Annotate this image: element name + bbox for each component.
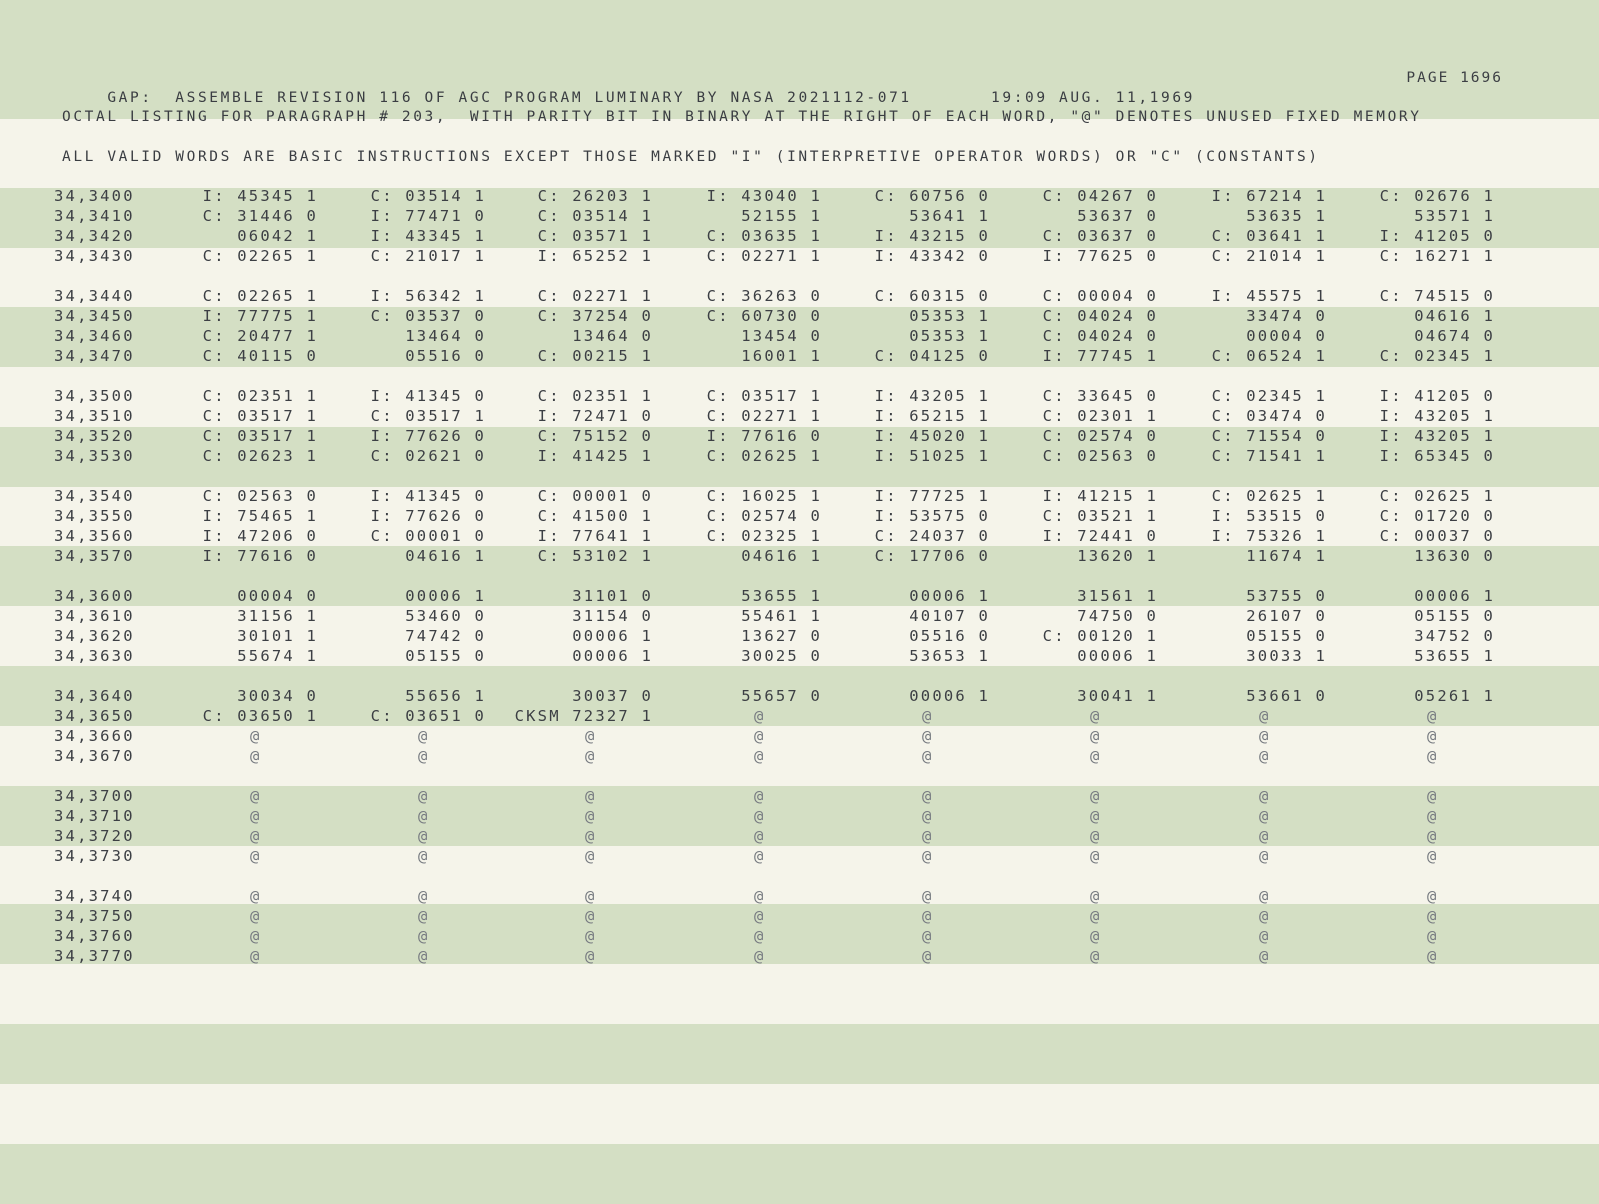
octal-word: I: 43345 1 <box>370 227 486 245</box>
octal-word: C: 02271 1 <box>706 247 822 265</box>
unused-memory-marker: @ <box>418 747 430 765</box>
octal-word: I: 77626 0 <box>370 427 486 445</box>
octal-word: C: 60315 0 <box>874 287 990 305</box>
unused-memory-marker: @ <box>922 727 934 745</box>
octal-word: 31561 1 <box>1077 587 1158 605</box>
octal-word: 52155 1 <box>741 207 822 225</box>
unused-memory-marker: @ <box>1090 827 1102 845</box>
unused-memory-marker: @ <box>1090 927 1102 945</box>
octal-word: C: 04267 0 <box>1042 187 1158 205</box>
octal-word: C: 02325 1 <box>706 527 822 545</box>
unused-memory-marker: @ <box>1259 887 1271 905</box>
octal-address: 34,3400 <box>54 187 135 205</box>
unused-memory-marker: @ <box>1259 947 1271 965</box>
octal-address: 34,3610 <box>54 607 135 625</box>
unused-memory-marker: @ <box>585 807 597 825</box>
octal-word: 53460 0 <box>405 607 486 625</box>
octal-word: 05353 1 <box>909 307 990 325</box>
octal-word: C: 03474 0 <box>1211 407 1327 425</box>
unused-memory-marker: @ <box>754 707 766 725</box>
octal-word: I: 43215 0 <box>874 227 990 245</box>
octal-word: C: 06524 1 <box>1211 347 1327 365</box>
listing-header-line-1 <box>62 68 1195 106</box>
unused-memory-marker: @ <box>585 727 597 745</box>
octal-word: C: 03641 1 <box>1211 227 1327 245</box>
octal-word: 00006 1 <box>1414 587 1495 605</box>
octal-word: I: 77641 1 <box>537 527 653 545</box>
octal-address: 34,3410 <box>54 207 135 225</box>
octal-word: I: 53515 0 <box>1211 507 1327 525</box>
unused-memory-marker: @ <box>418 847 430 865</box>
octal-word: 05261 1 <box>1414 687 1495 705</box>
unused-memory-marker: @ <box>250 747 262 765</box>
octal-word: C: 03514 1 <box>537 207 653 225</box>
octal-word: 34752 0 <box>1414 627 1495 645</box>
octal-word: 05353 1 <box>909 327 990 345</box>
unused-memory-marker: @ <box>418 927 430 945</box>
unused-memory-marker: @ <box>1427 787 1439 805</box>
unused-memory-marker: @ <box>585 887 597 905</box>
octal-word: C: 31446 0 <box>202 207 318 225</box>
octal-word: I: 67214 1 <box>1211 187 1327 205</box>
octal-word: C: 03637 0 <box>1042 227 1158 245</box>
octal-word: 31154 0 <box>572 607 653 625</box>
octal-word: C: 00037 0 <box>1379 527 1495 545</box>
octal-word: C: 02625 1 <box>1379 487 1495 505</box>
octal-word: 40107 0 <box>909 607 990 625</box>
octal-word: C: 03514 1 <box>370 187 486 205</box>
unused-memory-marker: @ <box>585 927 597 945</box>
octal-word: C: 04024 0 <box>1042 327 1158 345</box>
octal-word: C: 02271 1 <box>706 407 822 425</box>
assembly-title: GAP: ASSEMBLE REVISION 116 OF AGC PROGRAM LUMINARY BY NASA 2021112-071 19:09 AUG. 11,1969 <box>107 90 1195 106</box>
octal-word: 00006 1 <box>572 627 653 645</box>
octal-word: C: 24037 0 <box>874 527 990 545</box>
octal-word: I: 77775 1 <box>202 307 318 325</box>
octal-word: 55461 1 <box>741 607 822 625</box>
unused-memory-marker: @ <box>922 807 934 825</box>
unused-memory-marker: @ <box>1259 707 1271 725</box>
unused-memory-marker: @ <box>1427 947 1439 965</box>
octal-word: C: 03517 1 <box>370 407 486 425</box>
octal-word: C: 02301 1 <box>1042 407 1158 425</box>
octal-address: 34,3670 <box>54 747 135 765</box>
octal-word: 53637 0 <box>1077 207 1158 225</box>
unused-memory-marker: @ <box>418 807 430 825</box>
octal-word: 53755 0 <box>1246 587 1327 605</box>
unused-memory-marker: @ <box>418 947 430 965</box>
octal-word: I: 45345 1 <box>202 187 318 205</box>
octal-address: 34,3460 <box>54 327 135 345</box>
octal-word: I: 45575 1 <box>1211 287 1327 305</box>
octal-word: 53661 0 <box>1246 687 1327 705</box>
octal-word: C: 16025 1 <box>706 487 822 505</box>
unused-memory-marker: @ <box>754 727 766 745</box>
octal-address: 34,3730 <box>54 847 135 865</box>
octal-word: 00006 1 <box>909 587 990 605</box>
octal-word: C: 02623 1 <box>202 447 318 465</box>
unused-memory-marker: @ <box>922 827 934 845</box>
octal-word: I: 41205 0 <box>1379 227 1495 245</box>
unused-memory-marker: @ <box>922 927 934 945</box>
octal-word: 53655 1 <box>1414 647 1495 665</box>
octal-word: C: 03651 0 <box>370 707 486 725</box>
octal-word: C: 02574 0 <box>706 507 822 525</box>
octal-word: C: 03571 1 <box>537 227 653 245</box>
octal-word: C: 04024 0 <box>1042 307 1158 325</box>
octal-address: 34,3640 <box>54 687 135 705</box>
octal-word: C: 71541 1 <box>1211 447 1327 465</box>
unused-memory-marker: @ <box>754 927 766 945</box>
unused-memory-marker: @ <box>754 847 766 865</box>
octal-word: 30041 1 <box>1077 687 1158 705</box>
octal-word: C: 02574 0 <box>1042 427 1158 445</box>
octal-word: I: 75326 1 <box>1211 527 1327 545</box>
unused-memory-marker: @ <box>1090 807 1102 825</box>
unused-memory-marker: @ <box>1090 727 1102 745</box>
octal-word: 05155 0 <box>405 647 486 665</box>
octal-word: 04674 0 <box>1414 327 1495 345</box>
unused-memory-marker: @ <box>585 847 597 865</box>
unused-memory-marker: @ <box>754 807 766 825</box>
octal-word: 04616 1 <box>741 547 822 565</box>
octal-word: C: 03650 1 <box>202 707 318 725</box>
unused-memory-marker: @ <box>250 907 262 925</box>
unused-memory-marker: @ <box>250 887 262 905</box>
octal-word: C: 02563 0 <box>1042 447 1158 465</box>
unused-memory-marker: @ <box>754 887 766 905</box>
unused-memory-marker: @ <box>922 947 934 965</box>
unused-memory-marker: @ <box>1259 847 1271 865</box>
octal-word: C: 60730 0 <box>706 307 822 325</box>
octal-word: 30033 1 <box>1246 647 1327 665</box>
unused-memory-marker: @ <box>418 887 430 905</box>
unused-memory-marker: @ <box>1090 707 1102 725</box>
unused-memory-marker: @ <box>1259 907 1271 925</box>
octal-word: 13454 0 <box>741 327 822 345</box>
octal-address: 34,3520 <box>54 427 135 445</box>
octal-word: C: 16271 1 <box>1379 247 1495 265</box>
octal-word: C: 21017 1 <box>370 247 486 265</box>
octal-word: C: 60756 0 <box>874 187 990 205</box>
octal-word: 30037 0 <box>572 687 653 705</box>
octal-word: C: 02676 1 <box>1379 187 1495 205</box>
unused-memory-marker: @ <box>922 707 934 725</box>
unused-memory-marker: @ <box>585 907 597 925</box>
octal-word: I: 41425 1 <box>537 447 653 465</box>
unused-memory-marker: @ <box>1427 927 1439 945</box>
octal-word: 04616 1 <box>1414 307 1495 325</box>
octal-word: I: 43205 1 <box>1379 427 1495 445</box>
octal-word: C: 37254 0 <box>537 307 653 325</box>
octal-word: I: 65252 1 <box>537 247 653 265</box>
octal-word: 74750 0 <box>1077 607 1158 625</box>
octal-word: I: 53575 0 <box>874 507 990 525</box>
unused-memory-marker: @ <box>1259 927 1271 945</box>
octal-word: 05155 0 <box>1246 627 1327 645</box>
octal-word: I: 47206 0 <box>202 527 318 545</box>
octal-word: 05155 0 <box>1414 607 1495 625</box>
octal-word: I: 41215 1 <box>1042 487 1158 505</box>
octal-address: 34,3530 <box>54 447 135 465</box>
unused-memory-marker: @ <box>1090 847 1102 865</box>
octal-word: I: 51025 1 <box>874 447 990 465</box>
octal-word: I: 77471 0 <box>370 207 486 225</box>
octal-word: I: 75465 1 <box>202 507 318 525</box>
octal-word: 53571 1 <box>1414 207 1495 225</box>
unused-memory-marker: @ <box>754 747 766 765</box>
listing-header-line-3: ALL VALID WORDS ARE BASIC INSTRUCTIONS EXCEPT THOSE MARKED "I" (INTERPRETIVE OPERATOR WORDS) OR "C" (CONSTANTS) <box>62 149 1320 165</box>
listing-header-line-2: OCTAL LISTING FOR PARAGRAPH # 203, WITH PARITY BIT IN BINARY AT THE RIGHT OF EACH WORD, "@" DENOTES UNUSED FIXED MEMORY <box>62 109 1422 125</box>
octal-word: I: 77625 0 <box>1042 247 1158 265</box>
octal-word: 13627 0 <box>741 627 822 645</box>
unused-memory-marker: @ <box>1259 747 1271 765</box>
unused-memory-marker: @ <box>754 827 766 845</box>
octal-word: I: 77745 1 <box>1042 347 1158 365</box>
unused-memory-marker: @ <box>1090 747 1102 765</box>
unused-memory-marker: @ <box>418 727 430 745</box>
octal-word: 13620 1 <box>1077 547 1158 565</box>
octal-address: 34,3510 <box>54 407 135 425</box>
octal-address: 34,3750 <box>54 907 135 925</box>
unused-memory-marker: @ <box>1090 947 1102 965</box>
octal-address: 34,3570 <box>54 547 135 565</box>
octal-word: C: 26203 1 <box>537 187 653 205</box>
unused-memory-marker: @ <box>250 927 262 945</box>
octal-word: 16001 1 <box>741 347 822 365</box>
octal-word: I: 72441 0 <box>1042 527 1158 545</box>
octal-word: C: 71554 0 <box>1211 427 1327 445</box>
octal-address: 34,3540 <box>54 487 135 505</box>
octal-word: 55657 0 <box>741 687 822 705</box>
octal-word: C: 40115 0 <box>202 347 318 365</box>
octal-address: 34,3700 <box>54 787 135 805</box>
octal-word: C: 00001 0 <box>370 527 486 545</box>
unused-memory-marker: @ <box>585 787 597 805</box>
octal-word: I: 77616 0 <box>706 427 822 445</box>
unused-memory-marker: @ <box>754 947 766 965</box>
unused-memory-marker: @ <box>1090 787 1102 805</box>
octal-address: 34,3710 <box>54 807 135 825</box>
octal-word: C: 20477 1 <box>202 327 318 345</box>
unused-memory-marker: @ <box>754 907 766 925</box>
octal-word: 00004 0 <box>237 587 318 605</box>
octal-address: 34,3430 <box>54 247 135 265</box>
octal-word: C: 74515 0 <box>1379 287 1495 305</box>
octal-word: C: 53102 1 <box>537 547 653 565</box>
octal-word: C: 03521 1 <box>1042 507 1158 525</box>
octal-address: 34,3760 <box>54 927 135 945</box>
octal-word: I: 43205 1 <box>874 387 990 405</box>
octal-word: 30034 0 <box>237 687 318 705</box>
octal-word: C: 41500 1 <box>537 507 653 525</box>
octal-word: 53653 1 <box>909 647 990 665</box>
octal-address: 34,3630 <box>54 647 135 665</box>
octal-word: 13464 0 <box>405 327 486 345</box>
octal-word: C: 03635 1 <box>706 227 822 245</box>
octal-word: C: 03517 1 <box>706 387 822 405</box>
octal-word: I: 77626 0 <box>370 507 486 525</box>
unused-memory-marker: @ <box>1259 807 1271 825</box>
octal-word: C: 02621 0 <box>370 447 486 465</box>
unused-memory-marker: @ <box>250 727 262 745</box>
octal-word: CKSM 72327 1 <box>514 707 653 725</box>
octal-address: 34,3600 <box>54 587 135 605</box>
octal-word: C: 02563 0 <box>202 487 318 505</box>
octal-word: I: 65345 0 <box>1379 447 1495 465</box>
unused-memory-marker: @ <box>1427 807 1439 825</box>
octal-address: 34,3660 <box>54 727 135 745</box>
octal-address: 34,3440 <box>54 287 135 305</box>
octal-word: 33474 0 <box>1246 307 1327 325</box>
octal-word: C: 00215 1 <box>537 347 653 365</box>
unused-memory-marker: @ <box>418 907 430 925</box>
octal-word: I: 43342 0 <box>874 247 990 265</box>
octal-word: C: 02351 1 <box>537 387 653 405</box>
octal-word: C: 04125 0 <box>874 347 990 365</box>
octal-word: C: 17706 0 <box>874 547 990 565</box>
octal-word: C: 03517 1 <box>202 407 318 425</box>
unused-memory-marker: @ <box>1427 827 1439 845</box>
octal-word: C: 02351 1 <box>202 387 318 405</box>
page-number: PAGE 1696 <box>1406 70 1503 86</box>
octal-word: C: 75152 0 <box>537 427 653 445</box>
unused-memory-marker: @ <box>585 827 597 845</box>
octal-word: 00006 1 <box>909 687 990 705</box>
unused-memory-marker: @ <box>1427 747 1439 765</box>
octal-word: C: 33645 0 <box>1042 387 1158 405</box>
octal-address: 34,3450 <box>54 307 135 325</box>
octal-word: C: 36263 0 <box>706 287 822 305</box>
octal-word: 13464 0 <box>572 327 653 345</box>
unused-memory-marker: @ <box>250 807 262 825</box>
octal-word: C: 02625 1 <box>706 447 822 465</box>
unused-memory-marker: @ <box>250 847 262 865</box>
unused-memory-marker: @ <box>250 827 262 845</box>
octal-word: 00006 1 <box>405 587 486 605</box>
unused-memory-marker: @ <box>250 787 262 805</box>
octal-address: 34,3550 <box>54 507 135 525</box>
unused-memory-marker: @ <box>922 847 934 865</box>
octal-address: 34,3720 <box>54 827 135 845</box>
octal-word: C: 02271 1 <box>537 287 653 305</box>
unused-memory-marker: @ <box>922 787 934 805</box>
octal-word: 53641 1 <box>909 207 990 225</box>
octal-word: I: 77616 0 <box>202 547 318 565</box>
octal-word: C: 02265 1 <box>202 287 318 305</box>
octal-word: 13630 0 <box>1414 547 1495 565</box>
octal-word: I: 41205 0 <box>1379 387 1495 405</box>
unused-memory-marker: @ <box>1427 887 1439 905</box>
octal-word: C: 03537 0 <box>370 307 486 325</box>
unused-memory-marker: @ <box>1259 827 1271 845</box>
octal-address: 34,3620 <box>54 627 135 645</box>
unused-memory-marker: @ <box>418 787 430 805</box>
octal-address: 34,3470 <box>54 347 135 365</box>
unused-memory-marker: @ <box>1259 727 1271 745</box>
unused-memory-marker: @ <box>250 947 262 965</box>
octal-word: I: 43205 1 <box>1379 407 1495 425</box>
octal-word: 53655 1 <box>741 587 822 605</box>
unused-memory-marker: @ <box>585 747 597 765</box>
octal-word: 00006 1 <box>572 647 653 665</box>
octal-word: 30101 1 <box>237 627 318 645</box>
octal-word: I: 77725 1 <box>874 487 990 505</box>
octal-word: 11674 1 <box>1246 547 1327 565</box>
octal-word: 30025 0 <box>741 647 822 665</box>
octal-word: I: 41345 0 <box>370 487 486 505</box>
unused-memory-marker: @ <box>418 827 430 845</box>
octal-word: 00006 1 <box>1077 647 1158 665</box>
octal-word: 06042 1 <box>237 227 318 245</box>
octal-word: I: 41345 0 <box>370 387 486 405</box>
unused-memory-marker: @ <box>1259 787 1271 805</box>
octal-word: 55674 1 <box>237 647 318 665</box>
octal-address: 34,3740 <box>54 887 135 905</box>
octal-word: 53635 1 <box>1246 207 1327 225</box>
octal-word: C: 02345 1 <box>1379 347 1495 365</box>
unused-memory-marker: @ <box>1090 907 1102 925</box>
unused-memory-marker: @ <box>754 787 766 805</box>
octal-word: I: 65215 1 <box>874 407 990 425</box>
unused-memory-marker: @ <box>1090 887 1102 905</box>
octal-word: I: 56342 1 <box>370 287 486 305</box>
octal-word: I: 43040 1 <box>706 187 822 205</box>
octal-address: 34,3560 <box>54 527 135 545</box>
octal-word: 31156 1 <box>237 607 318 625</box>
unused-memory-marker: @ <box>1427 907 1439 925</box>
unused-memory-marker: @ <box>922 887 934 905</box>
octal-word: 04616 1 <box>405 547 486 565</box>
octal-address: 34,3770 <box>54 947 135 965</box>
octal-address: 34,3420 <box>54 227 135 245</box>
unused-memory-marker: @ <box>1427 727 1439 745</box>
octal-address: 34,3500 <box>54 387 135 405</box>
octal-word: C: 02345 1 <box>1211 387 1327 405</box>
octal-word: 55656 1 <box>405 687 486 705</box>
unused-memory-marker: @ <box>1427 847 1439 865</box>
octal-word: I: 72471 0 <box>537 407 653 425</box>
octal-word: 05516 0 <box>405 347 486 365</box>
octal-word: 31101 0 <box>572 587 653 605</box>
unused-memory-marker: @ <box>922 747 934 765</box>
octal-word: C: 00120 1 <box>1042 627 1158 645</box>
octal-word: C: 21014 1 <box>1211 247 1327 265</box>
octal-word: C: 01720 0 <box>1379 507 1495 525</box>
unused-memory-marker: @ <box>922 907 934 925</box>
octal-word: C: 00004 0 <box>1042 287 1158 305</box>
octal-word: 05516 0 <box>909 627 990 645</box>
unused-memory-marker: @ <box>1427 707 1439 725</box>
octal-address: 34,3650 <box>54 707 135 725</box>
octal-word: C: 02625 1 <box>1211 487 1327 505</box>
octal-word: C: 03517 1 <box>202 427 318 445</box>
octal-word: 26107 0 <box>1246 607 1327 625</box>
unused-memory-marker: @ <box>585 947 597 965</box>
octal-word: 00004 0 <box>1246 327 1327 345</box>
octal-word: C: 00001 0 <box>537 487 653 505</box>
octal-word: C: 02265 1 <box>202 247 318 265</box>
octal-word: I: 45020 1 <box>874 427 990 445</box>
octal-word: 74742 0 <box>405 627 486 645</box>
